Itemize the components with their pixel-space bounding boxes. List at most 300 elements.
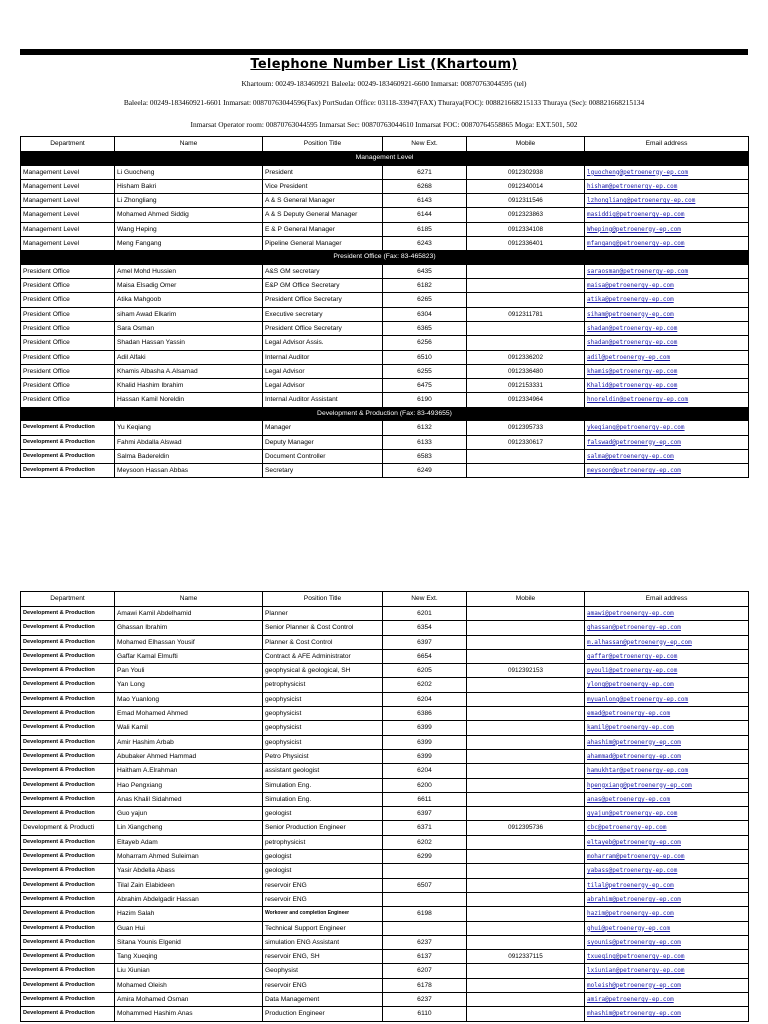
table-row [21, 421, 749, 435]
department-cell: President Office [21, 321, 115, 335]
email-link[interactable]: hnoreldin@petroenergy-ep.com [587, 396, 689, 404]
email-link[interactable]: kamil@petroenergy-ep.com [587, 724, 674, 732]
name-cell: Wali Kamil [115, 721, 263, 735]
email-link[interactable]: ykeqiang@petroenergy-ep.com [587, 424, 685, 432]
table-row [21, 649, 749, 663]
section-title: Management Level [21, 152, 749, 166]
email-cell [585, 978, 749, 992]
table-row [21, 921, 749, 935]
position-cell: Production Engineer [263, 1007, 383, 1021]
contact-line-3: Inmarsat Operator room: 00870763044595 Inmarsat Sec: 00870763044610 Inmarsat FOC: 00870764558865 Moga: EXT.501, 502 [190, 120, 578, 129]
email-link[interactable]: eltayeb@petroenergy-ep.com [587, 838, 681, 846]
email-cell [585, 421, 749, 435]
email-link[interactable]: txueqing@petroenergy-ep.com [587, 953, 685, 961]
email-link[interactable]: hazim@petroenergy-ep.com [587, 910, 674, 918]
table-row [21, 321, 749, 335]
table-row [21, 435, 749, 449]
table-row [21, 664, 749, 678]
position-cell: reservoir ENG [263, 892, 383, 906]
email-link[interactable]: abrahim@petroenergy-ep.com [587, 895, 681, 903]
email-link[interactable]: lguocheng@petroenergy-ep.com [587, 168, 689, 176]
department-cell: Development & Production [21, 993, 115, 1007]
header-email: Email address [585, 137, 749, 152]
department-cell: Development & Production [21, 664, 115, 678]
email-cell [585, 921, 749, 935]
name-cell: Li Zhongliang [115, 194, 263, 208]
position-cell: Workover and completion Engineer [263, 907, 383, 921]
ext-cell: 6611 [383, 792, 467, 806]
position-cell: President Office Secretary [263, 293, 383, 307]
name-cell: Li Guocheng [115, 165, 263, 179]
email-link[interactable]: shadan@petroenergy-ep.com [587, 339, 678, 347]
table-row [21, 950, 749, 964]
position-cell: Planner & Cost Control [263, 635, 383, 649]
department-cell: Development & Production [21, 778, 115, 792]
email-link[interactable]: anas@petroenergy-ep.com [587, 795, 671, 803]
ext-cell: 6299 [383, 850, 467, 864]
email-link[interactable]: amawi@petroenergy-ep.com [587, 610, 674, 617]
position-cell: geophysicist [263, 721, 383, 735]
email-link[interactable]: cbc@petroenergy-ep.com [587, 824, 667, 832]
position-cell: Pipeline General Manager [263, 236, 383, 250]
directory-table-1 [20, 136, 749, 478]
ext-cell: 6397 [383, 635, 467, 649]
mobile-cell [467, 449, 585, 463]
name-cell: Adil Alfaki [115, 350, 263, 364]
table-row [21, 364, 749, 378]
name-cell: Emad Mohamed Ahmed [115, 707, 263, 721]
ext-cell: 6204 [383, 764, 467, 778]
email-link[interactable]: khamis@petroenergy-ep.com [587, 367, 678, 375]
table-row [21, 307, 749, 321]
ext-cell: 6397 [383, 807, 467, 821]
email-link[interactable]: Khalid@petroenergy-ep.com [587, 382, 678, 390]
mobile-cell [467, 293, 585, 307]
email-cell [585, 607, 749, 621]
email-cell [585, 821, 749, 835]
email-link[interactable]: ahammad@petroenergy-ep.com [587, 752, 681, 760]
department-cell: Development & Production [21, 707, 115, 721]
department-cell: President Office [21, 293, 115, 307]
ext-cell: 6475 [383, 379, 467, 393]
name-cell: Guo yajun [115, 807, 263, 821]
table-row [21, 350, 749, 364]
position-cell: A & S Deputy General Manager [263, 208, 383, 222]
name-cell: Mohamed Ahmed Siddig [115, 208, 263, 222]
name-cell: Moharram Ahmed Suleiman [115, 850, 263, 864]
position-cell: simulation ENG Assistant [263, 935, 383, 949]
ext-cell: 6237 [383, 935, 467, 949]
name-cell: Hazim Salah [115, 907, 263, 921]
table-row [21, 978, 749, 992]
department-cell: Development & Production [21, 464, 115, 478]
ext-cell [383, 921, 467, 935]
position-cell: E & P General Manager [263, 222, 383, 236]
name-cell: Khamis Albasha A.Alsamad [115, 364, 263, 378]
section-header [21, 251, 749, 265]
name-cell: Salma Badereldin [115, 449, 263, 463]
email-cell [585, 935, 749, 949]
email-link[interactable]: moleish@petroenergy-ep.com [587, 981, 681, 989]
email-link[interactable]: maisa@petroenergy-ep.com [587, 282, 674, 290]
mobile-cell [467, 649, 585, 663]
table-row [21, 892, 749, 906]
email-link[interactable]: hisham@petroenergy-ep.com [587, 182, 678, 190]
mobile-cell: 0912153331 [467, 379, 585, 393]
table-row [21, 993, 749, 1007]
email-cell [585, 379, 749, 393]
ext-cell: 6205 [383, 664, 467, 678]
email-link[interactable]: lzhongliang@petroenergy-ep.com [587, 197, 696, 205]
name-cell: Hassan Kamil Noreldin [115, 393, 263, 407]
table-row [21, 835, 749, 849]
email-link[interactable]: hpengxiang@petroenergy-ep.com [587, 781, 692, 789]
header-email: Email address [585, 592, 749, 607]
position-cell: reservoir ENG, SH [263, 950, 383, 964]
table-row [21, 735, 749, 749]
email-cell [585, 194, 749, 208]
email-link[interactable]: meysoon@petroenergy-ep.com [587, 467, 681, 475]
table-row [21, 179, 749, 193]
mobile-cell [467, 707, 585, 721]
position-cell: Internal Auditor [263, 350, 383, 364]
position-cell: geophysicist [263, 735, 383, 749]
department-cell: Development & Production [21, 449, 115, 463]
table-row [21, 778, 749, 792]
email-link[interactable]: gyajun@petroenergy-ep.com [587, 810, 678, 818]
email-link[interactable]: falswad@petroenergy-ep.com [587, 438, 681, 446]
header-name: Name [115, 137, 263, 152]
name-cell: Hisham Bakri [115, 179, 263, 193]
mobile-cell [467, 964, 585, 978]
mobile-cell [467, 621, 585, 635]
email-link[interactable]: ylong@petroenergy-ep.com [587, 681, 674, 689]
ext-cell: 6132 [383, 421, 467, 435]
mobile-cell: 0912336401 [467, 236, 585, 250]
name-cell: Eltayeb Adam [115, 835, 263, 849]
name-cell: Wang Heping [115, 222, 263, 236]
position-cell: geologist [263, 864, 383, 878]
table-row [21, 607, 749, 621]
name-cell: Abrahim Abdelgadir Hassan [115, 892, 263, 906]
department-cell: Development & Production [21, 721, 115, 735]
email-cell [585, 778, 749, 792]
email-cell [585, 621, 749, 635]
position-cell: Vice President [263, 179, 383, 193]
table-row [21, 208, 749, 222]
mobile-cell [467, 978, 585, 992]
position-cell: geologist [263, 807, 383, 821]
ext-cell: 6510 [383, 350, 467, 364]
email-link[interactable]: ghui@petroenergy-ep.com [587, 924, 671, 932]
mobile-cell [467, 892, 585, 906]
name-cell: siham Awad Elkarim [115, 307, 263, 321]
header-mobile: Mobile [467, 592, 585, 607]
email-cell [585, 664, 749, 678]
position-cell: Manager [263, 421, 383, 435]
ext-cell [383, 864, 467, 878]
email-link[interactable]: ghassan@petroenergy-ep.com [587, 624, 681, 632]
mobile-cell: 0912336202 [467, 350, 585, 364]
department-cell: Development & Production [21, 892, 115, 906]
name-cell: Gaffar Kamal Elmufti [115, 649, 263, 663]
position-cell: reservoir ENG [263, 978, 383, 992]
position-cell: petrophysicist [263, 835, 383, 849]
mobile-cell [467, 749, 585, 763]
email-link[interactable]: tilal@petroenergy-ep.com [587, 881, 674, 889]
mobile-cell [467, 921, 585, 935]
email-cell [585, 792, 749, 806]
email-link[interactable]: Wheping@petroenergy-ep.com [587, 225, 681, 233]
mobile-cell [467, 607, 585, 621]
ext-cell: 6354 [383, 621, 467, 635]
email-link[interactable]: hamukhtar@petroenergy-ep.com [587, 767, 689, 775]
table-row [21, 449, 749, 463]
email-cell [585, 864, 749, 878]
email-link[interactable]: yabass@petroenergy-ep.com [587, 867, 678, 875]
position-cell: Data Management [263, 993, 383, 1007]
email-cell [585, 850, 749, 864]
position-cell: geophysicist [263, 692, 383, 706]
mobile-cell [467, 735, 585, 749]
email-cell [585, 635, 749, 649]
table-row [21, 935, 749, 949]
email-cell [585, 678, 749, 692]
ext-cell: 6256 [383, 336, 467, 350]
ext-cell: 6249 [383, 464, 467, 478]
email-cell [585, 336, 749, 350]
email-cell [585, 208, 749, 222]
department-cell: Management Level [21, 222, 115, 236]
ext-cell: 6143 [383, 194, 467, 208]
department-cell: Development & Production [21, 749, 115, 763]
email-link[interactable]: mfangang@petroenergy-ep.com [587, 239, 685, 247]
name-cell: Mohamed Oleish [115, 978, 263, 992]
mobile-cell: 0912334964 [467, 393, 585, 407]
email-cell [585, 892, 749, 906]
position-cell: Simulation Eng. [263, 778, 383, 792]
email-cell [585, 222, 749, 236]
ext-cell: 6185 [383, 222, 467, 236]
ext-cell: 6207 [383, 964, 467, 978]
ext-cell: 6110 [383, 1007, 467, 1021]
ext-cell: 6243 [383, 236, 467, 250]
table-row [21, 850, 749, 864]
email-link[interactable]: myuanlong@petroenergy-ep.com [587, 695, 689, 703]
email-link[interactable]: syounis@petroenergy-ep.com [587, 938, 681, 946]
department-cell: President Office [21, 336, 115, 350]
email-cell [585, 307, 749, 321]
name-cell: Yu Keqiang [115, 421, 263, 435]
name-cell: Meysoon Hassan Abbas [115, 464, 263, 478]
table-row [21, 635, 749, 649]
department-cell: Development & Production [21, 864, 115, 878]
name-cell: Guan Hui [115, 921, 263, 935]
ext-cell [383, 892, 467, 906]
mobile-cell: 0912340014 [467, 179, 585, 193]
department-cell: Development & Production [21, 435, 115, 449]
name-cell: Shadan Hassan Yassin [115, 336, 263, 350]
email-link[interactable]: mhashim@petroenergy-ep.com [587, 1010, 681, 1018]
email-link[interactable]: ahashim@petroenergy-ep.com [587, 738, 681, 746]
department-cell: Development & Production [21, 907, 115, 921]
ext-cell: 6399 [383, 749, 467, 763]
email-link[interactable]: lxiunian@petroenergy-ep.com [587, 967, 685, 975]
name-cell: Abubaker Ahmed Hammad [115, 749, 263, 763]
header-position: Position Title [263, 592, 383, 607]
department-cell: Development & Production [21, 678, 115, 692]
name-cell: Khalid Hashim Ibrahim [115, 379, 263, 393]
ext-cell: 6133 [383, 435, 467, 449]
name-cell: Mao Yuanlong [115, 692, 263, 706]
name-cell: Tang Xueqing [115, 950, 263, 964]
department-cell: Development & Production [21, 621, 115, 635]
mobile-cell: 0912334108 [467, 222, 585, 236]
ext-cell: 6190 [383, 393, 467, 407]
position-cell: petrophysicist [263, 678, 383, 692]
department-cell: President Office [21, 350, 115, 364]
header-ext: New Ext. [383, 137, 467, 152]
department-cell: Management Level [21, 236, 115, 250]
name-cell: Meng Fangang [115, 236, 263, 250]
email-cell [585, 449, 749, 463]
table-row [21, 222, 749, 236]
table-row [21, 1007, 749, 1021]
table-row [21, 749, 749, 763]
email-cell [585, 165, 749, 179]
section-header [21, 407, 749, 421]
email-link[interactable]: amira@petroenergy-ep.com [587, 996, 674, 1004]
table-row [21, 236, 749, 250]
email-link[interactable]: salma@petroenergy-ep.com [587, 452, 674, 460]
email-cell [585, 364, 749, 378]
position-cell: A&S GM secretary [263, 264, 383, 278]
email-link[interactable]: saraosman@petroenergy-ep.com [587, 267, 689, 275]
ext-cell: 6204 [383, 692, 467, 706]
table-row [21, 336, 749, 350]
department-cell: Development & Production [21, 878, 115, 892]
email-link[interactable]: emad@petroenergy-ep.com [587, 710, 671, 718]
contact-line-1: Khartoum: 00249-183460921 Baleela: 00249-183460921-6600 Inmarsat: 00870763044595 (tel) [241, 79, 527, 88]
email-link[interactable]: atika@petroenergy-ep.com [587, 296, 674, 304]
email-link[interactable]: adil@petroenergy-ep.com [587, 353, 671, 361]
department-cell: Development & Production [21, 935, 115, 949]
mobile-cell [467, 1007, 585, 1021]
email-link[interactable]: gaffar@petroenergy-ep.com [587, 652, 678, 660]
ext-cell: 6399 [383, 721, 467, 735]
department-cell: President Office [21, 364, 115, 378]
name-cell: Sara Osman [115, 321, 263, 335]
email-cell [585, 1007, 749, 1021]
ext-cell: 6202 [383, 678, 467, 692]
position-cell: geologist [263, 850, 383, 864]
email-cell [585, 393, 749, 407]
email-link[interactable]: m.alhassan@petroenergy-ep.com [587, 638, 692, 646]
mobile-cell [467, 878, 585, 892]
position-cell: reservoir ENG [263, 878, 383, 892]
mobile-cell [467, 850, 585, 864]
ext-cell: 6271 [383, 165, 467, 179]
table-row [21, 393, 749, 407]
position-cell: A & S General Manager [263, 194, 383, 208]
table-row [21, 721, 749, 735]
ext-cell: 6201 [383, 607, 467, 621]
position-cell: Petro Physicist [263, 749, 383, 763]
position-cell: geophysicist [263, 707, 383, 721]
name-cell: Liu Xiunian [115, 964, 263, 978]
department-cell: Development & Production [21, 649, 115, 663]
ext-cell: 6200 [383, 778, 467, 792]
email-cell [585, 878, 749, 892]
email-link[interactable]: moharram@petroenergy-ep.com [587, 853, 685, 861]
name-cell: Anas Khalil Sidahmed [115, 792, 263, 806]
email-cell [585, 950, 749, 964]
department-cell: Development & Production [21, 692, 115, 706]
position-cell: Simulation Eng. [263, 792, 383, 806]
email-cell [585, 749, 749, 763]
mobile-cell [467, 835, 585, 849]
table-row [21, 764, 749, 778]
position-cell: E&P GM Office Secretary [263, 279, 383, 293]
ext-cell: 6654 [383, 649, 467, 663]
email-cell [585, 649, 749, 663]
position-cell: Senior Production Engineer [263, 821, 383, 835]
department-cell: Development & Production [21, 735, 115, 749]
department-cell: President Office [21, 393, 115, 407]
ext-cell: 6202 [383, 835, 467, 849]
email-cell [585, 735, 749, 749]
mobile-cell [467, 692, 585, 706]
table-row [21, 907, 749, 921]
mobile-cell: 0912392153 [467, 664, 585, 678]
mobile-cell [467, 864, 585, 878]
mobile-cell: 0912302938 [467, 165, 585, 179]
name-cell: Mohamed Elhassan Yousif [115, 635, 263, 649]
page-title: Telephone Number List (Khartoum) [250, 57, 518, 72]
name-cell: Yasir Abdella Abass [115, 864, 263, 878]
name-cell: Pan Youli [115, 664, 263, 678]
department-cell: Development & Production [21, 850, 115, 864]
email-cell [585, 279, 749, 293]
department-cell: Development & Production [21, 1007, 115, 1021]
table-row [21, 293, 749, 307]
email-link[interactable]: shadan@petroenergy-ep.com [587, 324, 678, 332]
table-row [21, 692, 749, 706]
ext-cell: 6144 [383, 208, 467, 222]
email-link[interactable]: siham@petroenergy-ep.com [587, 310, 674, 318]
name-cell: Amel Mohd Hussien [115, 264, 263, 278]
table-row [21, 379, 749, 393]
table-row [21, 821, 749, 835]
mobile-cell: 0912330617 [467, 435, 585, 449]
mobile-cell [467, 635, 585, 649]
position-cell: Senior Planner & Cost Control [263, 621, 383, 635]
department-cell: Development & Production [21, 635, 115, 649]
table-row [21, 792, 749, 806]
email-link[interactable]: pyouli@petroenergy-ep.com [587, 667, 678, 675]
name-cell: Sitana Younis Elgenid [115, 935, 263, 949]
table-row [21, 878, 749, 892]
department-cell: Development & Production [21, 764, 115, 778]
email-link[interactable]: masiddig@petroenergy-ep.com [587, 211, 685, 219]
ext-cell: 6268 [383, 179, 467, 193]
section-header [21, 152, 749, 166]
mobile-cell [467, 678, 585, 692]
name-cell: Amira Mohamed Osman [115, 993, 263, 1007]
name-cell: Mohammed Hashim Anas [115, 1007, 263, 1021]
mobile-cell [467, 907, 585, 921]
name-cell: Haitham A.Elrahman [115, 764, 263, 778]
